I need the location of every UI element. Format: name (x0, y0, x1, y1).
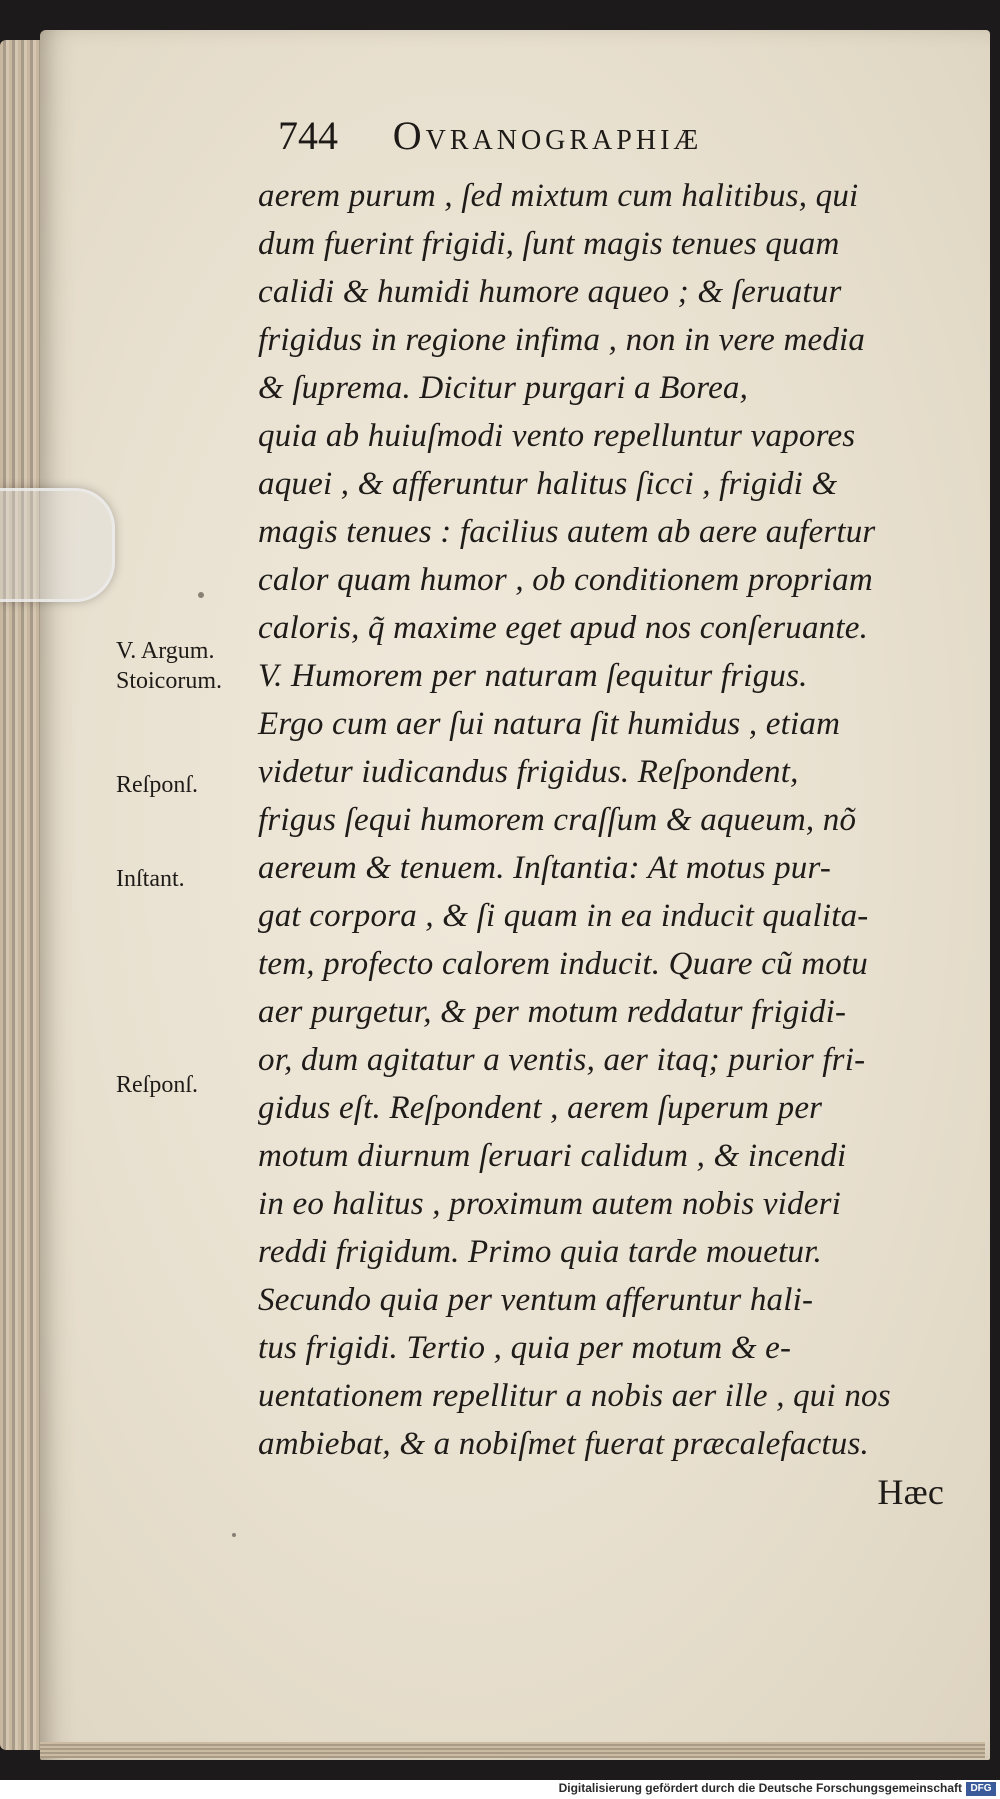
ink-speck (232, 1533, 236, 1537)
text-line: caloris, q̃ maxime eget apud nos conſeruante. (258, 610, 869, 646)
text-line: calidi & humidi humore aqueo ; & ſeruatur (258, 274, 842, 310)
text-line: videtur iudicandus frigidus. Reſpondent, (258, 754, 799, 790)
text-line: frigus ſequi humorem craſſum & aqueum, nõ (258, 802, 857, 838)
page-header (278, 112, 938, 162)
digitization-credit: Digitalisierung gefördert durch die Deutsche Forschungsgemeinschaft (558, 1781, 962, 1795)
text-line: gat corpora , & ſi quam in ea inducit qualita- (258, 898, 869, 934)
text-line: aer purgetur, & per motum reddatur frigidi- (258, 994, 847, 1030)
text-line: aquei , & afferuntur halitus ſicci , frigidi & (258, 466, 838, 502)
margin-note-argum-line1: V. Argum. (116, 638, 215, 664)
text-line: Secundo quia per ventum afferuntur hali- (258, 1282, 814, 1318)
text-line: frigidus in regione infima , non in vere media (258, 322, 866, 358)
text-line: reddi frigidum. Primo quia tarde mouetur. (258, 1234, 822, 1270)
margin-note-argum-line2: Stoicorum. (116, 668, 222, 694)
text-line: Ergo cum aer ſui natura ſit humidus , etiam (258, 706, 841, 742)
text-line: quia ab huiuſmodi vento repelluntur vapores (258, 418, 856, 454)
margin-note-respons-1: Reſponſ. (116, 772, 198, 798)
dfg-logo: DFG (966, 1782, 996, 1796)
page-number: 744 (278, 113, 338, 158)
text-line: motum diurnum ſeruari calidum , & incendi (258, 1138, 847, 1174)
body-text (258, 172, 958, 1516)
text-line: uentationem repellitur a nobis aer ille , qui nos (258, 1378, 891, 1414)
running-title: Ovranographiæ (392, 113, 703, 158)
ink-speck (198, 592, 204, 598)
margin-note-respons-2: Reſponſ. (116, 1072, 198, 1098)
text-line: aerem purum , ſed mixtum cum halitibus, qui (258, 178, 859, 214)
text-line: gidus eſt. Reſpondent , aerem ſuperum per (258, 1090, 823, 1126)
text-line: dum fuerint frigidi, ſunt magis tenues quam (258, 226, 840, 262)
text-line: aereum & tenuem. Inſtantia: At motus pur- (258, 850, 832, 886)
text-line: or, dum agitatur a ventis, aer itaq; purior fri- (258, 1042, 866, 1078)
text-line: calor quam humor , ob conditionem propriam (258, 562, 873, 598)
margin-note-instant: Inſtant. (116, 866, 185, 892)
catchword: Hæc (877, 1472, 944, 1512)
text-line: ambiebat, & a nobiſmet fuerat præcalefactus. (258, 1426, 869, 1462)
text-line: magis tenues : facilius autem ab aere aufertur (258, 514, 876, 550)
margin-note-argum (116, 636, 266, 696)
text-line: tem, profecto calorem inducit. Quare cũ motu (258, 946, 869, 982)
text-line: in eo halitus , proximum autem nobis videri (258, 1186, 841, 1222)
bottom-page-edges (40, 1742, 985, 1758)
text-line: V. Humorem per naturam ſequitur frigus. (258, 658, 808, 694)
text-line: tus frigidi. Tertio , quia per motum & e- (258, 1330, 792, 1366)
page-clip (0, 488, 115, 602)
text-line: & ſuprema. Dicitur purgari a Borea, (258, 370, 749, 406)
